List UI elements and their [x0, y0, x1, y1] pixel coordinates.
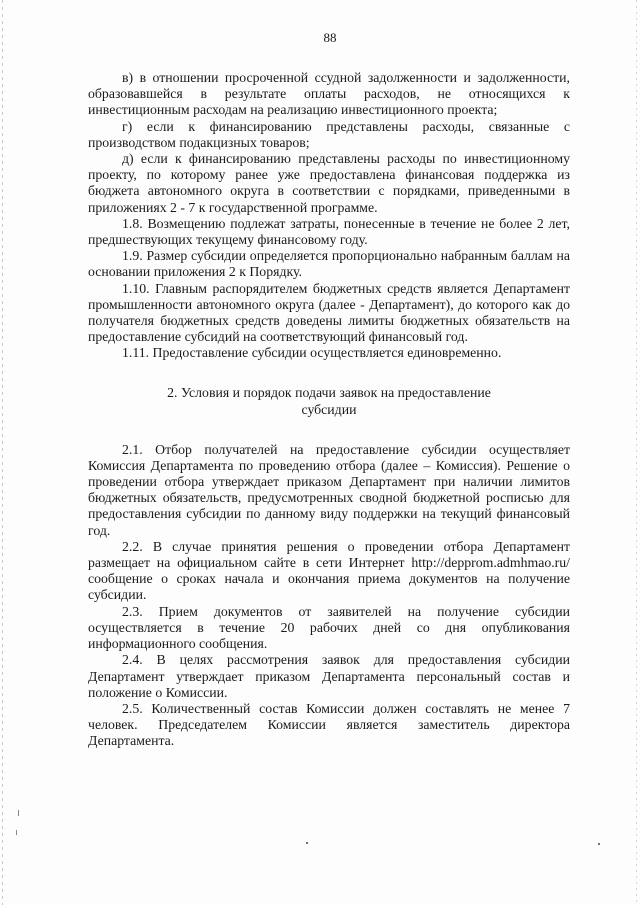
scan-speck [306, 842, 308, 844]
paragraph-d: д) если к финансированию представлены расходы по инвестиционному проекту, по которому ранее уже предоставлена финансовая поддержка из бюджета автономного округа в соответствии с порядками, приведенными в приложениях 2 - 7 к государственной программе. [88, 151, 570, 215]
paragraph-2-2: 2.2. В случае принятия решения о проведении отбора Департамент размещает на официальном сайте в сети Интернет http://depprom.admhmao.ru/ сообщение о сроках начала и окончания приема документов на получение субсидии. [88, 538, 570, 603]
section-title-line-2: субсидии [301, 401, 357, 417]
paragraph-2-3: 2.3. Прием документов от заявителей на получение субсидии осуществляется в течение 20 рабочих дней со дня опубликования информационного сообщения. [88, 603, 570, 652]
section-title-line-1: 2. Условия и порядок подачи заявок на предоставление [167, 384, 491, 400]
paragraph-1-8: 1.8. Возмещению подлежат затраты, понесенные в течение не более 2 лет, предшествующих текущему финансовому году. [88, 215, 570, 248]
paragraph-g: г) если к финансированию представлены расходы, связанные с производством подакцизных товаров; [88, 118, 570, 150]
paragraph-2-4: 2.4. В целях рассмотрения заявок для предоставления субсидии Департамент утверждает приказом Департамента персональный состав и положение о Комиссии. [88, 652, 570, 700]
paragraph-v: в) в отношении просроченной ссудной задолженности и задолженности, образовавшейся в результате оплаты расходов, не относящихся к инвестиционным расходам на реализацию инвестиционного проекта; [88, 70, 570, 118]
paragraph-1-11: 1.11. Предоставление субсидии осуществляется единовременно. [122, 345, 502, 361]
scan-speck [598, 843, 600, 845]
section-title [88, 384, 570, 418]
paragraph-2-5: 2.5. Количественный состав Комиссии должен составлять не менее 7 человек. Председателем Комиссии является заместитель директора Департамента. [88, 700, 570, 749]
scan-speck [16, 830, 17, 835]
paragraph-1-9: 1.9. Размер субсидии определяется пропорционально набранным баллам на основании приложения 2 к Порядку. [88, 248, 570, 280]
paragraph-1-10: 1.10. Главным распорядителем бюджетных средств является Департамент промышленности автономного округа (далее - Департамент), до которого как до получателя бюджетных средств доведены лимиты бюджетных обязательств на предоставление субсидий на соответствующий финансовый год. [88, 280, 570, 345]
scan-speck [18, 810, 19, 816]
paragraph-2-1: 2.1. Отбор получателей на предоставление субсидии осуществляет Комиссия Департамента по проведению отбора (далее – Комиссия). Решение о проведении отбора утверждает приказом Департамент при наличии лимитов бюджетных обязательств, предусмотренных сводной бюджетной росписью для предоставления субсидии по данному виду поддержки на текущий финансовый год. [88, 441, 570, 538]
scan-edge-left [2, 0, 3, 905]
scan-edge-right [636, 0, 637, 905]
document-body [88, 70, 570, 750]
page-number: 88 [323, 30, 337, 45]
